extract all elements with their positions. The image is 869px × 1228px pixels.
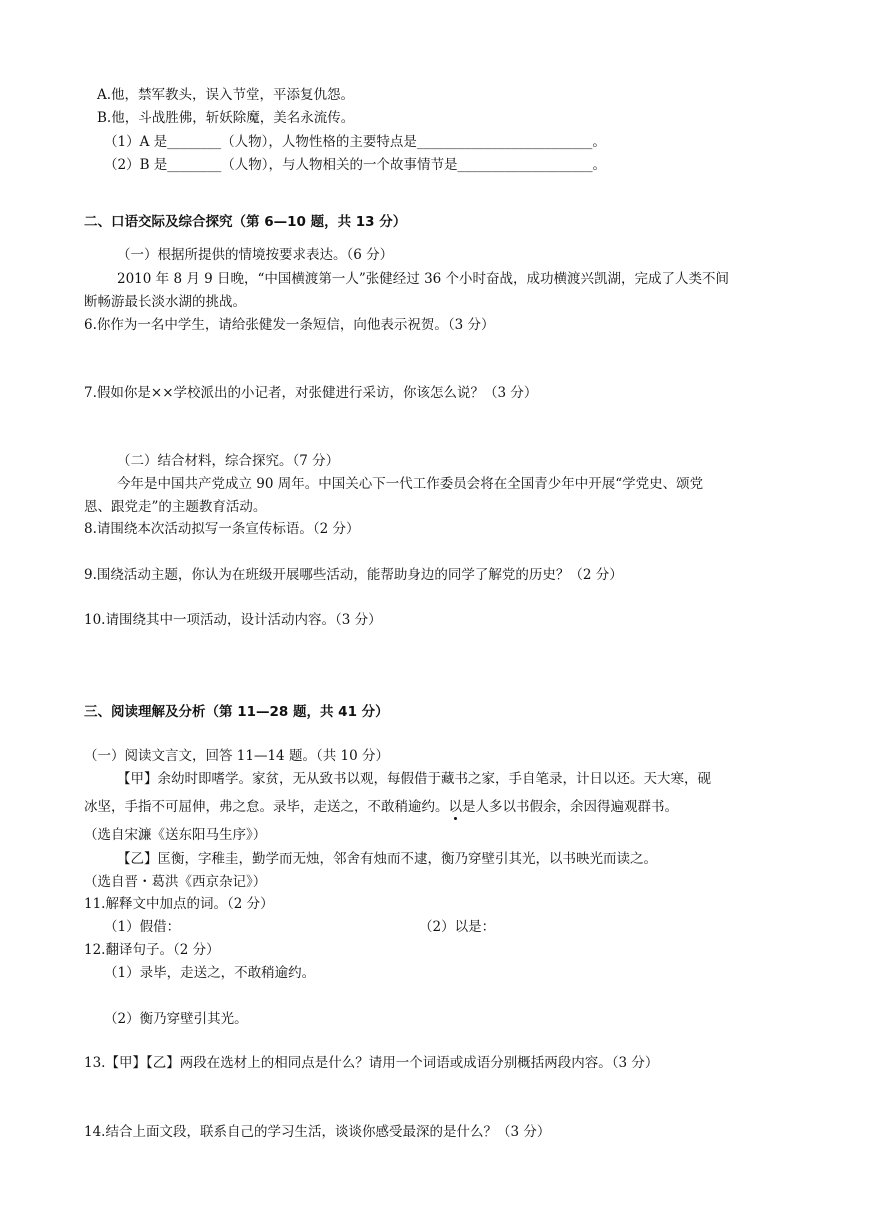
section-2-part-2-intro: （二）结合材料，综合探究。（7 分） bbox=[117, 453, 340, 469]
passage-yi-line-1: 【乙】匡衡，字稚圭，勤学而无烛，邻舍有烛而不逮，衡乃穿壁引其光，以书映光而读之。 bbox=[117, 851, 657, 867]
question-12: 12.翻译句子。（2 分） bbox=[84, 942, 220, 958]
question-7: 7.假如你是××学校派出的小记者，对张健进行采访，你该怎么说？（3 分） bbox=[84, 385, 538, 401]
section-2-heading: 二、口语交际及综合探究（第 6—10 题，共 13 分） bbox=[84, 214, 407, 230]
passage-jia-line-2 bbox=[84, 798, 678, 816]
passage-yi-source: （选自晋・葛洪《西京杂记》） bbox=[84, 874, 267, 890]
question-11-2: （2）以是： bbox=[419, 919, 496, 935]
question-12-2: （2）衡乃穿壁引其光。 bbox=[104, 1011, 248, 1027]
passage-jia-line-2-end: 是人多以书假余，余因得遍观群书。 bbox=[462, 799, 678, 815]
question-10: 10.请围绕其中一项活动，设计活动内容。（3 分） bbox=[84, 612, 382, 628]
passage-jia-line-2-start: 冰坚，手指不可屈伸，弗之怠。录毕，走送之，不敢稍逾约。 bbox=[84, 799, 449, 815]
section-2-part-1-intro: （一）根据所提供的情境按要求表达。（6 分） bbox=[117, 247, 394, 263]
question-14: 14.结合上面文段，联系自己的学习生活，谈谈你感受最深的是什么？（3 分） bbox=[84, 1124, 551, 1140]
section-2-part-1-text-line-1: 2010 年 8 月 9 日晚，“中国横渡第一人”张健经过 36 个小时奋战，成功横渡兴凯湖，完成了人类不间 bbox=[117, 271, 730, 287]
section-2-part-2-text-line-2: 恩、跟党走”的主题教育活动。 bbox=[84, 499, 267, 515]
passage-jia-source: （选自宋濂《送东阳马生序》） bbox=[84, 827, 267, 843]
passage-jia-line-1: 【甲】余幼时即嗜学。家贫，无从致书以观，每假借于藏书之家，手自笔录，计日以还。天大寒，砚 bbox=[117, 771, 711, 787]
question-13: 13.【甲】【乙】两段在选材上的相同点是什么？请用一个词语或成语分别概括两段内容。（3 分） bbox=[84, 1055, 659, 1071]
dotted-word-yi: 以 bbox=[448, 799, 462, 815]
option-a: A.他，禁军教头，误入节堂，平添复仇怨。 bbox=[97, 87, 355, 103]
section-3-part-1-intro: （一）阅读文言文，回答 11—14 题。（共 10 分） bbox=[84, 748, 389, 764]
question-5-1: （1）A 是________（人物），人物性格的主要特点是__________________________。 bbox=[104, 134, 606, 150]
question-11: 11.解释文中加点的词。（2 分） bbox=[84, 896, 274, 912]
question-6: 6.你作为一名中学生，请给张健发一条短信，向他表示祝贺。（3 分） bbox=[84, 317, 495, 333]
question-12-1: （1）录毕，走送之，不敢稍逾约。 bbox=[104, 965, 316, 981]
question-11-1: （1）假借： bbox=[104, 919, 181, 935]
question-9: 9.围绕活动主题，你认为在班级开展哪些活动，能帮助身边的同学了解党的历史？（2 分） bbox=[84, 567, 623, 583]
section-2-part-1-text-line-2: 断畅游最长淡水湖的挑战。 bbox=[84, 294, 246, 310]
option-b: B.他，斗战胜佛，斩妖除魔，美名永流传。 bbox=[97, 110, 355, 126]
question-5-2: （2）B 是________（人物），与人物相关的一个故事情节是____________________。 bbox=[104, 157, 607, 173]
question-8: 8.请围绕本次活动拟写一条宣传标语。（2 分） bbox=[84, 521, 360, 537]
section-2-part-2-text-line-1: 今年是中国共产党成立 90 周年。中国关心下一代工作委员会将在全国青少年中开展“学党史、颂党 bbox=[117, 476, 704, 492]
section-3-heading: 三、阅读理解及分析（第 11—28 题，共 41 分） bbox=[84, 704, 389, 720]
